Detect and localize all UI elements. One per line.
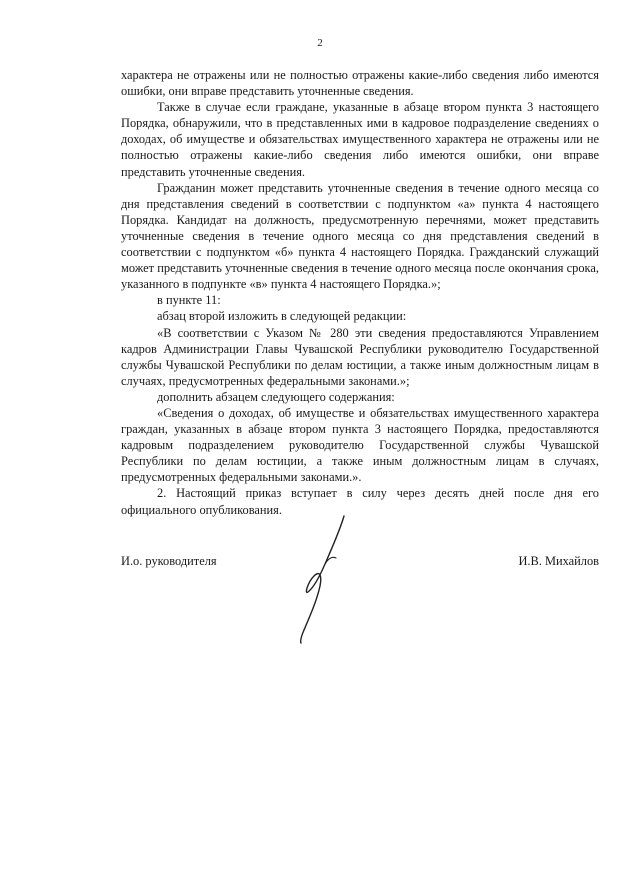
handwritten-signature	[292, 512, 362, 647]
paragraph: «Сведения о доходах, об имуществе и обязательствах имущественного характера граждан, указанных в абзаце втором пункта 3 настоящего Порядка, предоставляются кадровым подразделением руководителю Государственной службы Чувашской Республики по делам юстиции, а также иным должностным лицам в случаях, предусмотренных федеральными законами.».	[121, 405, 599, 485]
paragraph: «В соответствии с Указом № 280 эти сведения предоставляются Управлением кадров Администрации Главы Чувашской Республики руководителю Государственной службы Чувашской Республики по делам юстиции, а также иным должностным лицам в случаях, предусмотренных федеральными законами.»;	[121, 325, 599, 388]
paragraph: в пункте 11:	[157, 293, 221, 308]
paragraph: 2. Настоящий приказ вступает в силу через десять дней после дня его официального опубликования.	[121, 486, 599, 517]
paragraph: абзац второй изложить в следующей редакции:	[157, 309, 407, 324]
page-number: 2	[317, 37, 323, 49]
document-body	[121, 67, 599, 518]
signatory-name: И.В. Михайлов	[518, 554, 599, 568]
paragraph: Гражданин может представить уточненные сведения в течение одного месяца со дня представления сведений в соответствии с подпунктом «а» пункта 4 настоящего Порядка. Кандидат на должность, предусмотренную перечнями, может представить уточненные сведения в течение одного месяца со дня представления сведений в соответствии с подпунктом «б» пункта 4 настоящего Порядка. Гражданский служащий может представить уточненные сведения в течение одного месяца после окончания срока, указанного в подпункте «в» пункта 4 настоящего Порядка.»;	[121, 180, 599, 292]
paragraph: Также в случае если граждане, указанные в абзаце втором пункта 3 настоящего Порядка, обнаружили, что в представленных ими в кадровое подразделение сведениях о доходах, об имуществе и обязательствах имущественного характера не отражены или не полностью отражены какие-либо сведения либо имеются ошибки, они вправе представить уточненные сведения.	[121, 100, 599, 179]
paragraph: дополнить абзацем следующего содержания:	[157, 389, 395, 404]
signatory-position: И.о. руководителя	[121, 554, 217, 568]
paragraph: характера не отражены или не полностью отражены какие-либо сведения либо имеются ошибки, они вправе представить уточненные сведения.	[121, 68, 599, 99]
